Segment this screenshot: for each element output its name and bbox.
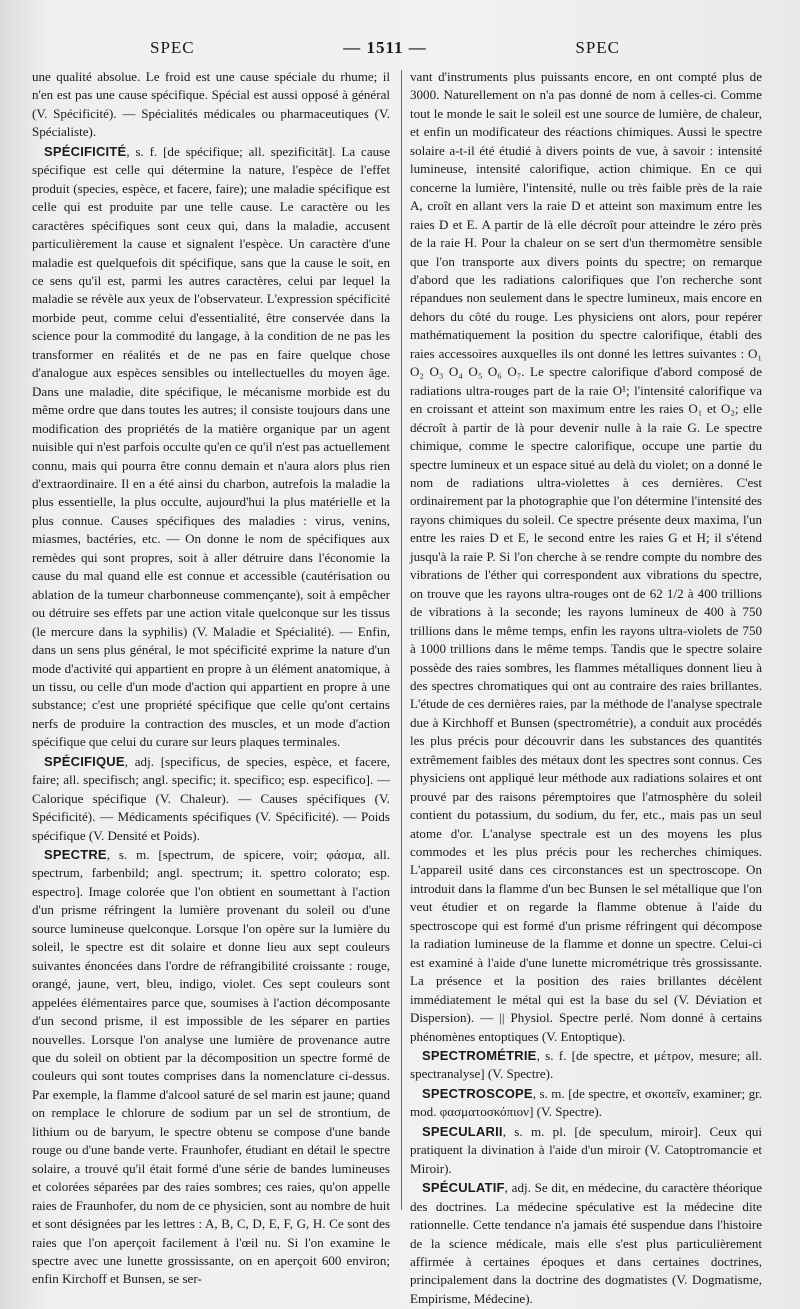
entry-specularii: SPECULARII, s. m. pl. [de speculum, miroir]. Ceux qui pratiquent la divination à l'aide d'un miroir (V. Catoptromancie et Miroir).: [410, 1123, 762, 1176]
running-header: [150, 38, 620, 58]
entry-spectrometrie: SPECTROMÉTRIE, s. f. [de spectre, et μέτρον, mesure; all. spectranalyse] (V. Spectre).: [410, 1048, 762, 1082]
headword: SPÉCULATIF: [422, 1180, 505, 1196]
headword: SPÉCIFIQUE: [44, 753, 125, 769]
headword: SPÉCIFICITÉ: [44, 143, 127, 159]
header-right-word: SPEC: [575, 38, 620, 57]
left-column: [32, 68, 390, 1289]
entry-specificite: SPÉCIFICITÉ, s. f. [de spécifique; all. spezificität]. La cause spécifique est celle qui détermine la nature, l'espèce de l'effet produit (species, espèce, et facere, faire); une maladie spécifique est celle qui est produite par une telle cause. Le caractère ou les caractères spécifiques sont ceux qui, dans la maladie, accusent particulièrement la cause et signalent l'espèce. Un caractère d'une maladie est quelquefois dit spécifique, sans que la cause le soit, en ce sens qu'il est, parmi les autres caractères, celui par lequel la maladie se révèle aux yeux de l'observateur. L'expression spécificité morbide peut, comme celui d'essentialité, être conservée dans la science pour la commodité du langage, à la condition de ne pas les transformer en réalités et de ne pas en faire quelque chose d'analogue aux espèces sensibles ou intellectuelles du moyen âge. Dans une maladie, dite spécifique, le mécanisme morbide est du même ordre que dans toutes les autres; il consiste toujours dans une modification des propriétés de la matière organique par un agent nuisible qui n'est parfois occulte qu'en ce qu'il n'est pas actuellement connu, mais qui pourra être connu demain et n'aura alors plus rien d'extraordinaire. Il en a été ainsi du charbon, autrefois la maladie la plus essentielle, la plus occulte, aujourd'hui la plus matérielle et la plus connue. Causes spécifiques des maladies : virus, venins, miasmes, bactéries, etc. — On donne le nom de spécifiques aux remèdes qui sont propres, soit à aller détruire dans l'économie la cause du mal quand elle est connue et accessible (cautérisation ou ablation de la tumeur charbonneuse commençante), soit à empêcher ou détruire ses effets par une action vitale quelconque sur les tissus (le mercure dans la syphilis) (V. Maladie et Spécialité). — Enfin, dans un sens plus général, le mot spécificité exprime la nature d'un mode d'activité qui appartient en propre à un élément anatomique, à un tissu, ou celle d'un mode d'action qui appartient en propre à une substance; c'est une propriété spécifique que celle qu'ont certains nerfs de produire la contraction des muscles, et un mode d'action spécifique que celui du curare sur leurs plaques terminales.: [32, 143, 390, 750]
right-column: [410, 68, 762, 1308]
entry-speculatif: SPÉCULATIF, adj. Se dit, en médecine, du caractère théorique des doctrines. La médecine spéculative est la médecine dite rationnelle. Cette tendance n'a jamais été suspendue dans l'histoire de la science médicale, mais elle s'est plus particulièrement affirmée à certaines époques et dans certaines doctrines, principalement dans la doctrine des dogmatistes (V. Dogmatisme, Empirisme, Médecine).: [410, 1180, 762, 1306]
headword: SPECULARII: [422, 1123, 503, 1139]
column-divider: [401, 70, 402, 1210]
entry-spectre-continued: vant d'instruments plus puissants encore, en ont compté plus de 3000. Naturellement on n'a pas donné de nom à celles-ci. Comme tout le monde le sait le soleil est une source de lumière, de chaleur, et enfin un modificateur des réactions chimiques. Aussi le spectre solaire a-t-il été étudié à divers points de vue, à savoir : intensité lumineuse, intensité calorifique, action chimique. En ce qui concerne la lumière, l'intensité, nulle ou très faible près de la raie A, croît en allant vers la raie D et atteint son maximum entre les raies D et E. A partir de là elle décroît pour atteindre le zéro près de la raie H. Pour la chaleur on se sert d'un thermomètre sensible que l'on transporte aux divers points du spectre; on remarque d'abord que les radiations calorifiques que l'on recherche sont répandues non seulement dans le spectre lumineux, mais encore en dehors du côté du rouge. Les physiciens ont alors, pour repérer mathématiquement la position du spectre calorifique, établi des raies accessoires auxquelles ils ont donné les lettres suivantes : O₁ O₂ O₃ O₄ O₅ O₆ O₇. Le spectre calorifique d'abord composé de radiations ultra-rouges part de la raie O¹; l'intensité calorifique va en croissant et atteint son maximum entre les raies O₁ et O₂; elle décroît à partir de là pour devenir nulle à la raie G. Le spectre chimique, comme le spectre calorifique, occupe une partie du spectre lumineux et un espace situé au delà du violet; on a donné le nom de radiations ultra-violettes à ces dernières. C'est ordinairement par la photographie que l'on détermine l'intensité des rayons chimiques du soleil. Ce spectre présente deux maxima, l'un entre les raies D et E, le second entre les raies G et H; il s'étend jusqu'à la raie P. Si l'on cherche à se rendre compte du nombre des vibrations de l'éther qui correspondent aux vibrations du spectre, on trouve que les rayons ultra-rouges ont de 62 1/2 à 400 trillions de vibrations à la seconde; les rayons lumineux de 400 à 750 trillions dans le même temps, enfin les rayons ultra-violets de 750 à 1000 trillions dans le même temps. Tandis que le spectre solaire possède des raies sombres, les flammes métalliques donnent lieu à des spectres chromatiques qui ont au contraire des raies brillantes. L'étude de ces dernières raies, par la méthode de l'analyse spectrale due à Kirchhoff et Bunsen (spectrométrie), a conduit aux procédés les plus précis pour découvrir dans les substances des quantités extrêmement faibles des métaux dont les spectres sont connus. Ces physiciens ont appliqué leur méthode aux radiations solaires et ont prouvé par des raisons péremptoires que l'atmosphère du soleil contient du potassium, du sodium, du fer, etc., mais pas un seul atome d'or. L'analyse spectrale est un des moyens les plus commodes et les plus précis pour les recherches chimiques. L'appareil usité dans ces circonstances est un spectroscope. On introduit dans la flamme d'un bec Bunsen le sel métallique que l'on veut étudier et on regarde la flamme obtenue à l'aide du spectroscope qui est formé d'un prisme réfringent qui décompose la radiation lumineuse de la flamme et donne un spectre. Celui-ci est examiné à l'aide d'une lunette micrométrique très grossissante. La présence et la position des raies brillantes décèlent immédiatement le métal qui est la base du sel (V. Déviation et Dispersion). — || Physiol. Spectre perlé. Nom donné à certains phénomènes entoptiques (V. Entoptique).: [410, 69, 762, 1044]
entry-spectroscope: SPECTROSCOPE, s. m. [de spectre, et σκοπεῖν, examiner; gr. mod. φασματοσκόπιον] (V. Spectre).: [410, 1085, 762, 1120]
headword: SPECTROSCOPE: [422, 1085, 533, 1101]
entry-spectre: SPECTRE, s. m. [spectrum, de spicere, voir; φάσμα, all. spectrum, farbenbild; angl. spectrum; it. spettro colorato; esp. espectro]. Image colorée que l'on obtient en soumettant à l'action d'un prisme réfringent la lumière provenant du soleil ou d'une source lumineuse quelconque. Lorsque l'on opère sur la lumière du soleil, le spectre est dit solaire et donne lieu aux sept couleurs suivantes énoncées dans l'ordre de réfrangibilité croissante : rouge, orangé, jaune, vert, bleu, indigo, violet. Ces sept couleurs sont appelées élémentaires parce que, soumises à l'action décomposante d'un second prisme, il est impossible de les séparer en parties nouvelles. Lorsque l'on analyse une lumière de provenance autre que du soleil on obtient par la décomposition un spectre formé de couleurs qui sont toutes comprises dans la nomenclature ci-dessus. Par exemple, la flamme d'alcool saturé de sel marin est jaune; quand on remplace le chlorure de sodium par un sel de strontium, de lithium ou de baryum, le spectre obtenu se compose d'une bande rouge ou d'une bande verte. Fraunhofer, étudiant en détail le spectre solaire, a trouvé qu'il était formé d'une série de bandes lumineuses et colorées séparées par des raies sombres; ces raies, qu'on appelle raies de Fraunhofer, du nom de ce physicien, sont au nombre de huit et sont désignées par les lettres : A, B, C, D, E, F, G, H. Ce sont des raies que l'on aperçoit facilement à l'œil nu. Si l'on examine le spectre avec une lunette grossissante, on en aperçoit 600 environ; enfin Kirchoff et Bunsen, se ser-: [32, 847, 390, 1287]
continued-paragraph: une qualité absolue. Le froid est une cause spéciale du rhume; il n'en est pas une cause spécifique. Spécial est aussi opposé à général (V. Spécificité). — Spécialités médicales ou pharmaceutiques (V. Spécialiste).: [32, 69, 390, 140]
header-left-word: SPEC: [150, 38, 195, 57]
headword: SPECTRE: [44, 847, 107, 863]
page-number: — 1511 —: [343, 38, 427, 57]
entry-specifique: SPÉCIFIQUE, adj. [specificus, de species, espèce, et facere, faire; all. specifisch; angl. specific; it. specifico; esp. especifico]. — Calorique spécifique (V. Chaleur). — Causes spécifiques (V. Spécificité). — Médicaments spécifiques (V. Spécificité). — Poids spécifique (V. Densité et Poids).: [32, 753, 390, 843]
headword: SPECTROMÉTRIE: [422, 1048, 537, 1064]
